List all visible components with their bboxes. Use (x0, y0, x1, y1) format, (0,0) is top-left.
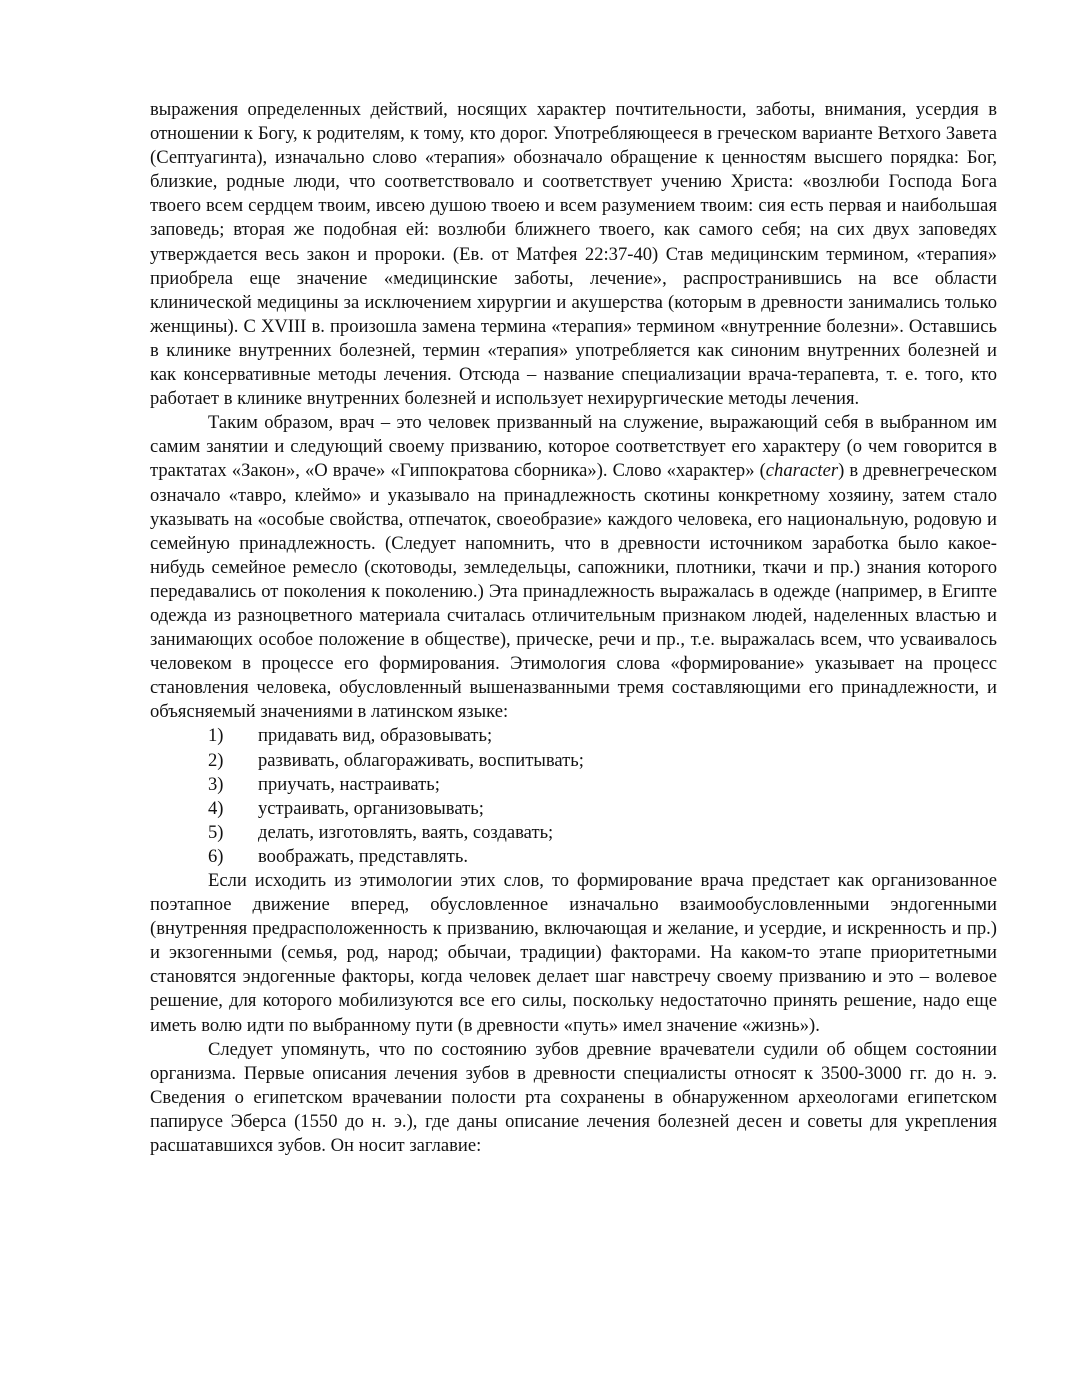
document-page (150, 98, 997, 1158)
list-item (150, 749, 997, 773)
list-item-number: 3) (208, 773, 224, 795)
list-item-number: 6) (208, 845, 224, 867)
list-item-text: придавать вид, образовывать; (258, 725, 493, 747)
list-item-text: устраивать, организовывать; (258, 797, 484, 819)
list-item (150, 821, 997, 845)
paragraph-therapy-etymology: выражения определенных действий, носящих характер почтительности, заботы, внимания, усердия в отношении к Богу, к родителям, к тому, кто дорог. Употребляющееся в греческом варианте Ветхого Завета (Септуагинта), изначально слово «терапия» обозначало обращение к ценностям высшего порядка: Бог, близкие, родные люди, что соответствовало и соответствует учению Христа: «возлюби Господа Бога твоего всем сердцем твоим, ивсею душою твоею и всем разумением твоим: сия есть первая и наибольшая заповедь; вторая же подобная ей: возлюби ближнего твоего, как самого себя; на сих двух заповедях утверждается весь закон и пророки. (Ев. от Матфея 22:37-40) Став медицинским термином, «терапия» приобрела еще значение «медицинские заботы, лечение», распространившись на все области клинической медицины за исключением хирургии и акушерства (которым в древности занимались только женщины). С XVIII в. произошла замена термина «терапия» термином «внутренние болезни». Оставшись в клинике внутренних болезней, термин «терапия» употребляется как синоним внутренних болезней и как консервативные методы лечения. Отсюда – название специализации врача-терапевта, т. е. того, кто работает в клинике внутренних болезней и использует нехирургические методы лечения. (150, 99, 997, 410)
paragraph-ancient-dentistry: Следует упомянуть, что по состоянию зубов древние врачеватели судили об общем состоянии организма. Первые описания лечения зубов в древности специалисты относят к 3500-3000 гг. до н. э. Сведения о египетском врачевании полости рта сохранены в обнаруженном археологами египетском папирусе Эберса (1550 до н. э.), где даны описание лечения болезней десен и советы для укрепления расшатавшихся зубов. Он носит заглавие: (150, 1038, 997, 1157)
list-item-text: воображать, представлять. (258, 845, 468, 867)
paragraph-text: ) в древнегреческом означало «тавро, клеймо» и указывало на принадлежность скотины конкретному хозяину, затем стало указывать на «особые свойства, отпечаток, своеобразие» каждого человека, его национальную, родовую и семейную принадлежность. (Следует напомнить, что в древности источником заработка было какое-нибудь семейное ремесло (скотоводы, земледельцы, сапожники, плотники, ткачи и пр.) знания которого передавались от поколения к поколению.) Эта принадлежность выражалась в одежде (например, в Египте одежда из разноцветного материала считалась отличительным признаком людей, наделенных властью и занимающих особое положение в обществе), прическе, речи и пр., т.е. выражалась всем, что усваивалось человеком в процессе его формирования. Этимология слова «формирование» указывает на процесс становления человека, обусловленный вышеназванными тремя составляющими его принадлежности, и объясняемый значениями в латинском языке: (150, 460, 998, 723)
list-item (150, 845, 997, 869)
list-item-text: развивать, облагораживать, воспитывать; (258, 749, 584, 771)
paragraph-doctor-calling (150, 411, 997, 724)
list-item-text: приучать, настраивать; (258, 773, 440, 795)
italic-term: character (765, 460, 839, 482)
list-item-number: 5) (208, 821, 224, 843)
paragraph-text: Таким образом, врач – это человек призванный на служение, выражающий себя в выбранном им самим занятии и следующий своему призванию, которое соответствует его характеру (о чем говорится в трактатах «Закон», «О враче» «Гиппократова сборника»). Слово «характер» ( (150, 412, 997, 482)
list-item-number: 2) (208, 749, 224, 771)
latin-meanings-list (150, 724, 997, 869)
list-item-number: 1) (208, 725, 224, 747)
list-item (150, 797, 997, 821)
list-item (150, 773, 997, 797)
list-item-number: 4) (208, 797, 224, 819)
list-item (150, 724, 997, 748)
list-item-text: делать, изготовлять, ваять, создавать; (258, 821, 554, 843)
paragraph-doctor-formation: Если исходить из этимологии этих слов, то формирование врача предстает как организованное поэтапное движение вперед, обусловленное изначально взаимообусловленными эндогенными (внутренняя предрасположенность к призванию, включающая и желание, и усердие, и искренность и пр.) и экзогенными (семья, род, народ; обычаи, традиции) факторами. На каком-то этапе приоритетными становятся эндогенные факторы, когда человек делает шаг навстречу своему призванию и это – волевое решение, для которого мобилизуются все его силы, поскольку недостаточно принять решение, надо еще иметь волю идти по выбранному пути (в древности «путь» имел значение «жизнь»). (150, 870, 997, 1036)
